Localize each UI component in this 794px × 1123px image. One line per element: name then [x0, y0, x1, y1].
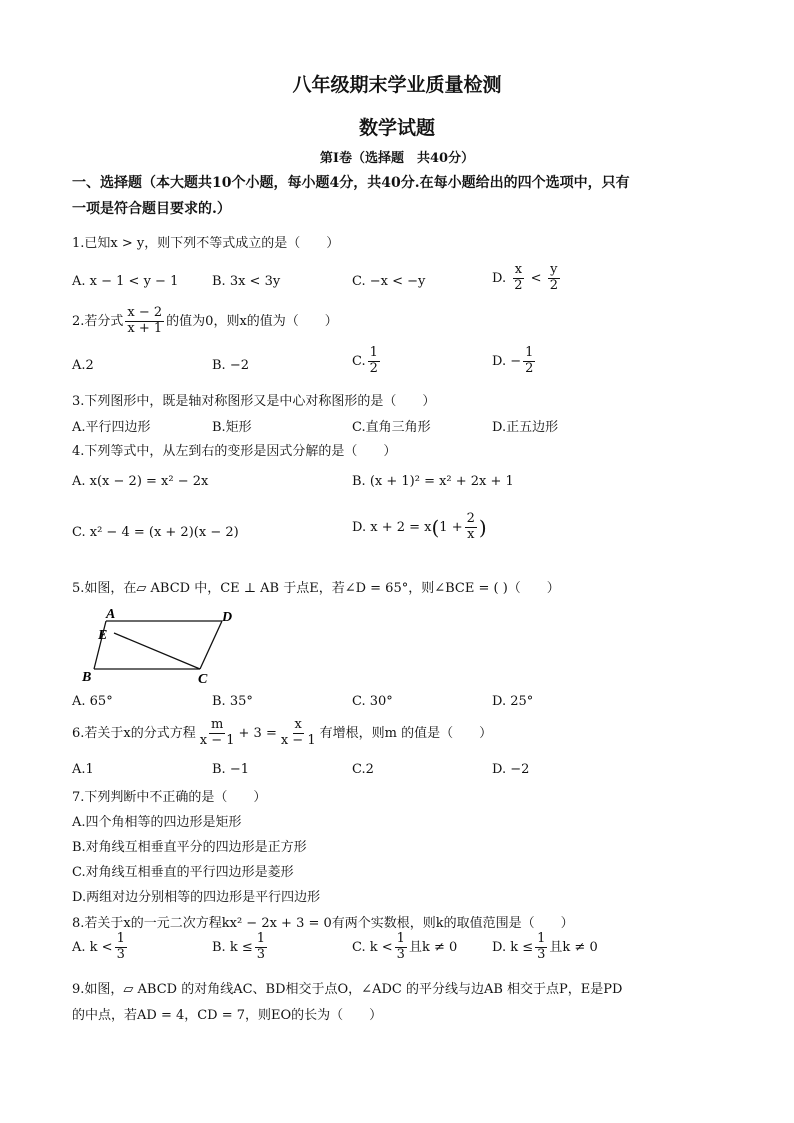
figure-background — [72, 603, 242, 687]
parallelogram-figure — [72, 603, 242, 687]
q9-line2: 的中点，若AD = 4，CD = 7，则EO的长为（ ） — [72, 1008, 383, 1023]
section-instruction-line1: 一、选择题（本大题共10个小题，每小题4分，共40分.在每小题给出的四个选项中，只有 — [72, 175, 630, 191]
q8-option-b: B. k ≤ $\frac{1}{3}$ — [212, 931, 266, 962]
q1-option-a: A. x − 1 < y − 1 — [72, 274, 179, 289]
q4-option-c: C. x² − 4 = (x + 2)(x − 2) — [72, 525, 239, 540]
q2-option-a: A.2 — [72, 358, 94, 373]
q3-option-a: A.平行四边形 — [72, 420, 151, 435]
q2-option-c: C. $\frac{1}{2}$ — [352, 345, 378, 376]
q5-option-c: C. 30° — [352, 694, 393, 709]
q8-option-d: D. k ≤ $\frac{1}{3}$ 且k ≠ 0 — [492, 931, 598, 962]
q2-fraction: $\frac{x - 2}{x + 1}$ — [127, 305, 163, 336]
q4-option-d: D. x + 2 = x(1 + $\frac{2}{x}$ ) — [352, 511, 487, 542]
q6-option-c: C.2 — [352, 762, 374, 777]
q6-option-d: D. −2 — [492, 762, 530, 777]
q9-line1: 9.如图，▱ ABCD 的对角线AC、BD相交于点O，∠ADC 的平分线与边AB 相交于点P，E是PD — [72, 982, 623, 997]
q1-option-b: B. 3x < 3y — [212, 274, 281, 289]
q3-option-b: B.矩形 — [212, 420, 252, 435]
q8-option-a: A. k < $\frac{1}{3}$ — [72, 931, 125, 962]
q3-option-d: D.正五边形 — [492, 420, 559, 435]
q1-stem: 1.已知x > y，则下列不等式成立的是（ ） — [72, 236, 340, 251]
q5-stem: 5.如图，在▱ ABCD 中，CE ⊥ AB 于点E，若∠D = 65°，则∠BCE = ( )（ ） — [72, 581, 560, 596]
q8-option-c: C. k < $\frac{1}{3}$ 且k ≠ 0 — [352, 931, 458, 962]
q1-option-c: C. −x < −y — [352, 274, 426, 289]
q8-stem: 8.若关于x的一元二次方程kx² − 2x + 3 = 0有两个实数根，则k的取值范围是（ ） — [72, 916, 574, 931]
q1-option-d-label: D. — [492, 270, 507, 286]
label-e: E — [98, 628, 108, 643]
q7-option-b: B.对角线互相垂直平分的四边形是正方形 — [72, 840, 307, 855]
q5-option-d: D. 25° — [492, 694, 534, 709]
q7-option-c: C.对角线互相垂直的平行四边形是菱形 — [72, 865, 294, 880]
q7-option-d: D.两组对边分别相等的四边形是平行四边形 — [72, 890, 321, 905]
label-c: C — [198, 672, 208, 687]
q1-d-right-fraction: $\frac{y}{2}$ — [549, 262, 558, 293]
q2-option-b: B. −2 — [212, 358, 249, 373]
q2-stem: 2.若分式 $\frac{x - 2}{x + 1}$ 的值为0，则x的值为（ ） — [72, 305, 338, 336]
section-instruction-line2: 一项是符合题目要求的.） — [72, 201, 231, 217]
exam-subtitle: 数学试题 — [358, 117, 435, 139]
q1-option-d — [492, 263, 562, 294]
part-heading: 第Ⅰ卷（选择题 共40分） — [319, 151, 475, 166]
q3-option-c: C.直角三角形 — [352, 420, 431, 435]
q6-option-a: A.1 — [72, 762, 94, 777]
q4-stem: 4.下列等式中，从左到右的变形是因式分解的是（ ） — [72, 444, 397, 459]
q7-option-a: A.四个角相等的四边形是矩形 — [72, 815, 242, 830]
q4-option-a: A. x(x − 2) = x² − 2x — [72, 474, 209, 489]
label-d: D — [222, 610, 233, 625]
label-b: B — [82, 670, 92, 685]
exam-title: 八年级期末学业质量检测 — [292, 74, 502, 96]
q6-stem: 6.若关于x的分式方程 $\frac{m}{x - 1}$ + 3 = $\frac{x}{x - 1}$ 有增根，则m 的值是（ ） — [72, 717, 493, 748]
q1-d-operator: < — [530, 270, 542, 286]
q3-stem: 3.下列图形中，既是轴对称图形又是中心对称图形的是（ ） — [72, 394, 436, 409]
q5-option-a: A. 65° — [72, 694, 113, 709]
q1-d-left-fraction: $\frac{x}{2}$ — [514, 262, 523, 293]
q7-stem: 7.下列判断中不正确的是（ ） — [72, 790, 267, 805]
q5-option-b: B. 35° — [212, 694, 253, 709]
label-a: A — [106, 607, 116, 622]
q4-option-b: B. (x + 1)² = x² + 2x + 1 — [352, 474, 514, 489]
q2-option-d: D. − $\frac{1}{2}$ — [492, 345, 534, 376]
q6-option-b: B. −1 — [212, 762, 249, 777]
